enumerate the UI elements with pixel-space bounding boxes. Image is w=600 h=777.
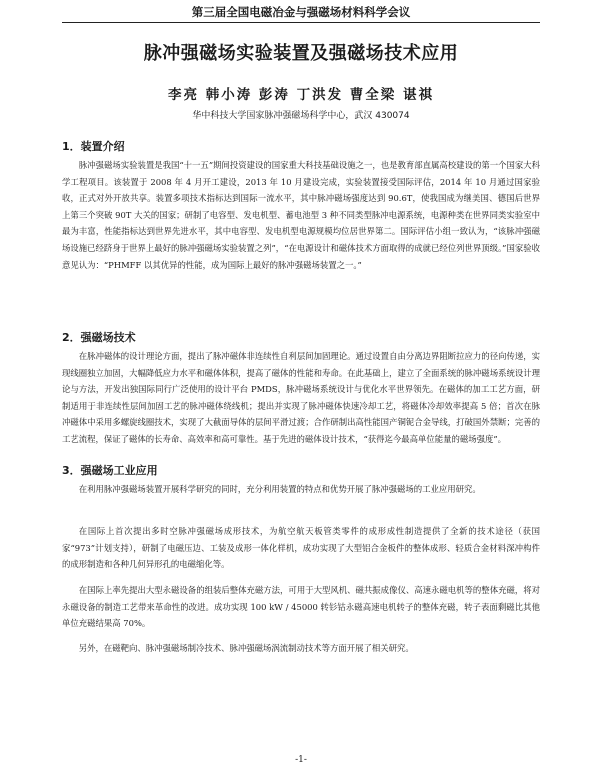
paper-title: 脉冲强磁场实验装置及强磁场技术应用 bbox=[143, 43, 459, 64]
section-1-paragraph-1: 脉冲强磁场实验装置是我国“十一五”期间投资建设的国家重大科技基础设施之一，也是教育部直属高校建设的第一个国家大科学工程项目。该装置于 2008 年 4 月开工建设，2013 年 10 月建设完成，实验装置接受国际评估，2014 年 10 月通过国家验收，正式对外开放共享。装置多项技术指标达到国际一流水平，其中脉冲磁场强度达到 90.6T，使我国成为继美国、德国后世界上第三个突破 90T 大关的国家；研制了电容型、发电机型、蓄电池型 3 种不同类型脉冲电源系统，电源种类在世界同类实验室中最为丰富，性能指标达到世界先进水平，其中电容型、发电机型电源规模均位居世界第二。国际评估小组一致认为，“该脉冲强磁场设施已经跻身于世界上最好的脉冲强磁场实验装置之列”，“在电源设计和磁体技术方面取得的成就已经位列世界顶级。”国家验收意见认为：“PHMFF 以其优异的性能，成为国际上最好的脉冲强磁场装置之一。” bbox=[62, 160, 540, 270]
page-number: -1- bbox=[295, 755, 307, 765]
section-heading-1: 1．装置介绍 bbox=[62, 140, 125, 153]
section-3-paragraph-1: 在利用脉冲强磁场装置开展科学研究的同时，充分利用装置的特点和优势开展了脉冲强磁场的工业应用研究。 bbox=[78, 484, 481, 494]
section-heading-2: 2．强磁场技术 bbox=[62, 331, 136, 344]
section-2-paragraph-1: 在脉冲磁体的设计理论方面，提出了脉冲磁体非连续性自利层间加固理论。通过设置自由分离边界阻断拉应力的径向传递，实现线圈独立加固，大幅降低应力水平和磁体体积，提高了磁体的性能和寿命。在此基础上，建立了全面系统的脉冲磁场系统设计理论与方法，开发出独国际同行广泛使用的设计平台 PMDS，脉冲磁场系统设计与优化水平世界领先。在磁体的加工工艺方面，研制适用于非连续性层间加固工艺的脉冲磁体绕线机；提出并实现了脉冲磁体快速冷却工艺，将磁体冷却效率提高 5 倍；首次在脉冲磁体中采用多螺旋线圈技术，实现了大截面导体的层间平滑过渡；合作研制出高性能国产铜铌合金导线，打破国外禁断；完善的工艺流程，保证了磁体的长寿命、高效率和高可靠性。基于先进的磁体设计技术，“获得迄今最高单位能量的磁场强度”。 bbox=[62, 351, 540, 444]
section-heading-3: 3．强磁场工业应用 bbox=[62, 464, 158, 477]
section-3-paragraph-3: 在国际上率先提出大型永磁设备的组装后整体充磁方法，可用于大型风机、磁共振成像仪、高速永磁电机等的整体充磁，将对永磁设备的制造工艺带来革命性的改进。成功实现 100 kW / 45000 转钐钴永磁高速电机转子的整体充磁，转子表面剩磁比其他单位充磁结果高 70%。 bbox=[62, 585, 540, 629]
conference-header: 第三届全国电磁冶金与强磁场材料科学会议 bbox=[191, 5, 411, 19]
section-3-paragraph-4: 另外，在磁靶向、脉冲强磁场制冷技术、脉冲强磁场涡流制动技术等方面开展了相关研究。 bbox=[78, 643, 414, 653]
author-list: 李亮 韩小涛 彭涛 丁洪发 曹全梁 谌祺 bbox=[168, 87, 434, 103]
affiliation: 华中科技大学国家脉冲强磁场科学中心，武汉 430074 bbox=[192, 111, 410, 121]
header-rule bbox=[62, 22, 540, 23]
section-3-paragraph-2: 在国际上首次提出多时空脉冲强磁场成形技术，为航空航天板管类零件的成形成性制造提供了全新的技术途径（获国家“973”计划支持），研制了电磁压边、工装及成形一体化样机，成功实现了大型铝合金板件的整体成形、轻质合金材料深冲构件的成形制造和各种几何异形孔的电磁缩化等。 bbox=[62, 526, 540, 570]
